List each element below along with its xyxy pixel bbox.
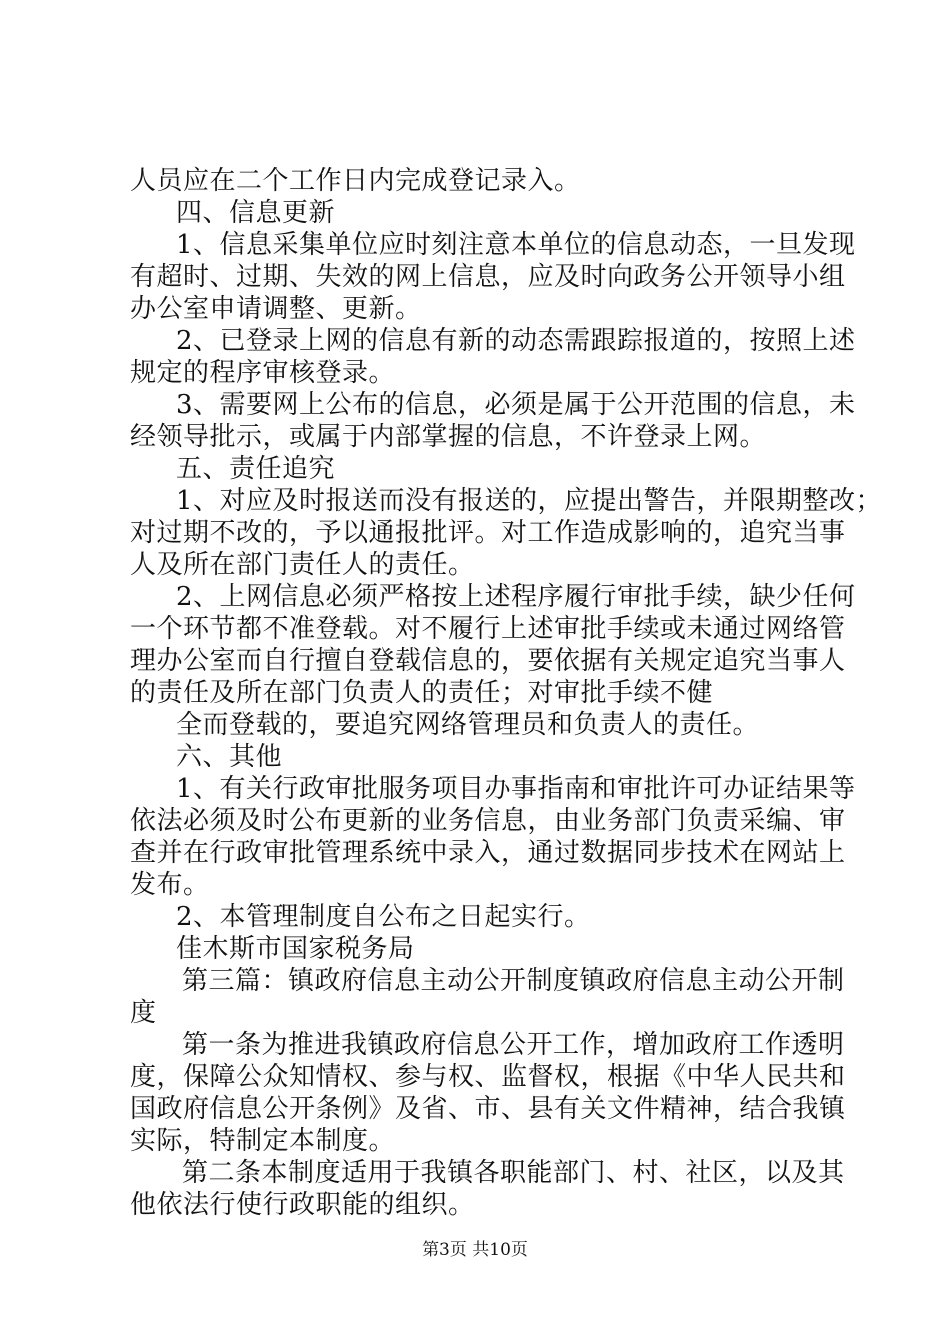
text-line: 规定的程序审核登录。 (130, 358, 396, 388)
text-line: 度 (130, 998, 157, 1028)
text-line: 国政府信息公开条例》及省、市、县有关文件精神，结合我镇 (130, 1094, 846, 1124)
text-line: 一个环节都不准登载。对不履行上述审批手续或未通过网络管 (130, 614, 846, 644)
text-line: 佳木斯市国家税务局 (176, 934, 415, 964)
text-line: 1、对应及时报送而没有报送的，应提出警告，并限期整改； (176, 486, 883, 516)
text-line: 他依法行使行政职能的组织。 (130, 1190, 475, 1220)
text-line: 办公室申请调整、更新。 (130, 294, 422, 324)
text-line: 1、信息采集单位应时刻注意本单位的信息动态，一旦发现 (176, 230, 856, 260)
text-line: 六、其他 (176, 742, 283, 772)
text-line: 发布。 (130, 870, 210, 900)
text-line: 对过期不改的，予以通报批评。对工作造成影响的，追究当事 (130, 518, 846, 548)
text-line: 2、已登录上网的信息有新的动态需跟踪报道的，按照上述 (176, 326, 856, 356)
text-line: 四、信息更新 (176, 198, 336, 228)
text-line: 依法必须及时公布更新的业务信息，由业务部门负责采编、审 (130, 806, 846, 836)
document-body (130, 165, 883, 1221)
text-line: 第三篇：镇政府信息主动公开制度镇政府信息主动公开制 (182, 966, 845, 996)
text-line: 1、有关行政审批服务项目办事指南和审批许可办证结果等 (176, 774, 856, 804)
text-line: 实际，特制定本制度。 (130, 1126, 396, 1156)
text-line: 第二条本制度适用于我镇各职能部门、村、社区，以及其 (182, 1158, 845, 1188)
text-line: 人员应在二个工作日内完成登记录入。 (130, 166, 581, 196)
text-line: 度，保障公众知情权、参与权、监督权，根据《中华人民共和 (130, 1062, 846, 1092)
text-line: 有超时、过期、失效的网上信息，应及时向政务公开领导小组 (130, 262, 846, 292)
text-line: 五、责任追究 (176, 454, 336, 484)
text-line: 2、上网信息必须严格按上述程序履行审批手续，缺少任何 (176, 582, 856, 612)
text-line: 全而登载的，要追究网络管理员和负责人的责任。 (176, 710, 760, 740)
text-line: 第一条为推进我镇政府信息公开工作，增加政府工作透明 (182, 1030, 845, 1060)
text-line: 人及所在部门责任人的责任。 (130, 550, 475, 580)
text-line: 理办公室而自行擅自登载信息的，要依据有关规定追究当事人 (130, 646, 846, 676)
text-line: 3、需要网上公布的信息，必须是属于公开范围的信息，未 (176, 390, 856, 420)
page-number: 第3页 共10页 (422, 1240, 528, 1260)
text-line: 查并在行政审批管理系统中录入，通过数据同步技术在网站上 (130, 838, 846, 868)
text-line: 2、本管理制度自公布之日起实行。 (176, 902, 591, 932)
text-line: 经领导批示，或属于内部掌握的信息，不许登录上网。 (130, 422, 767, 452)
text-line: 的责任及所在部门负责人的责任；对审批手续不健 (130, 678, 714, 708)
